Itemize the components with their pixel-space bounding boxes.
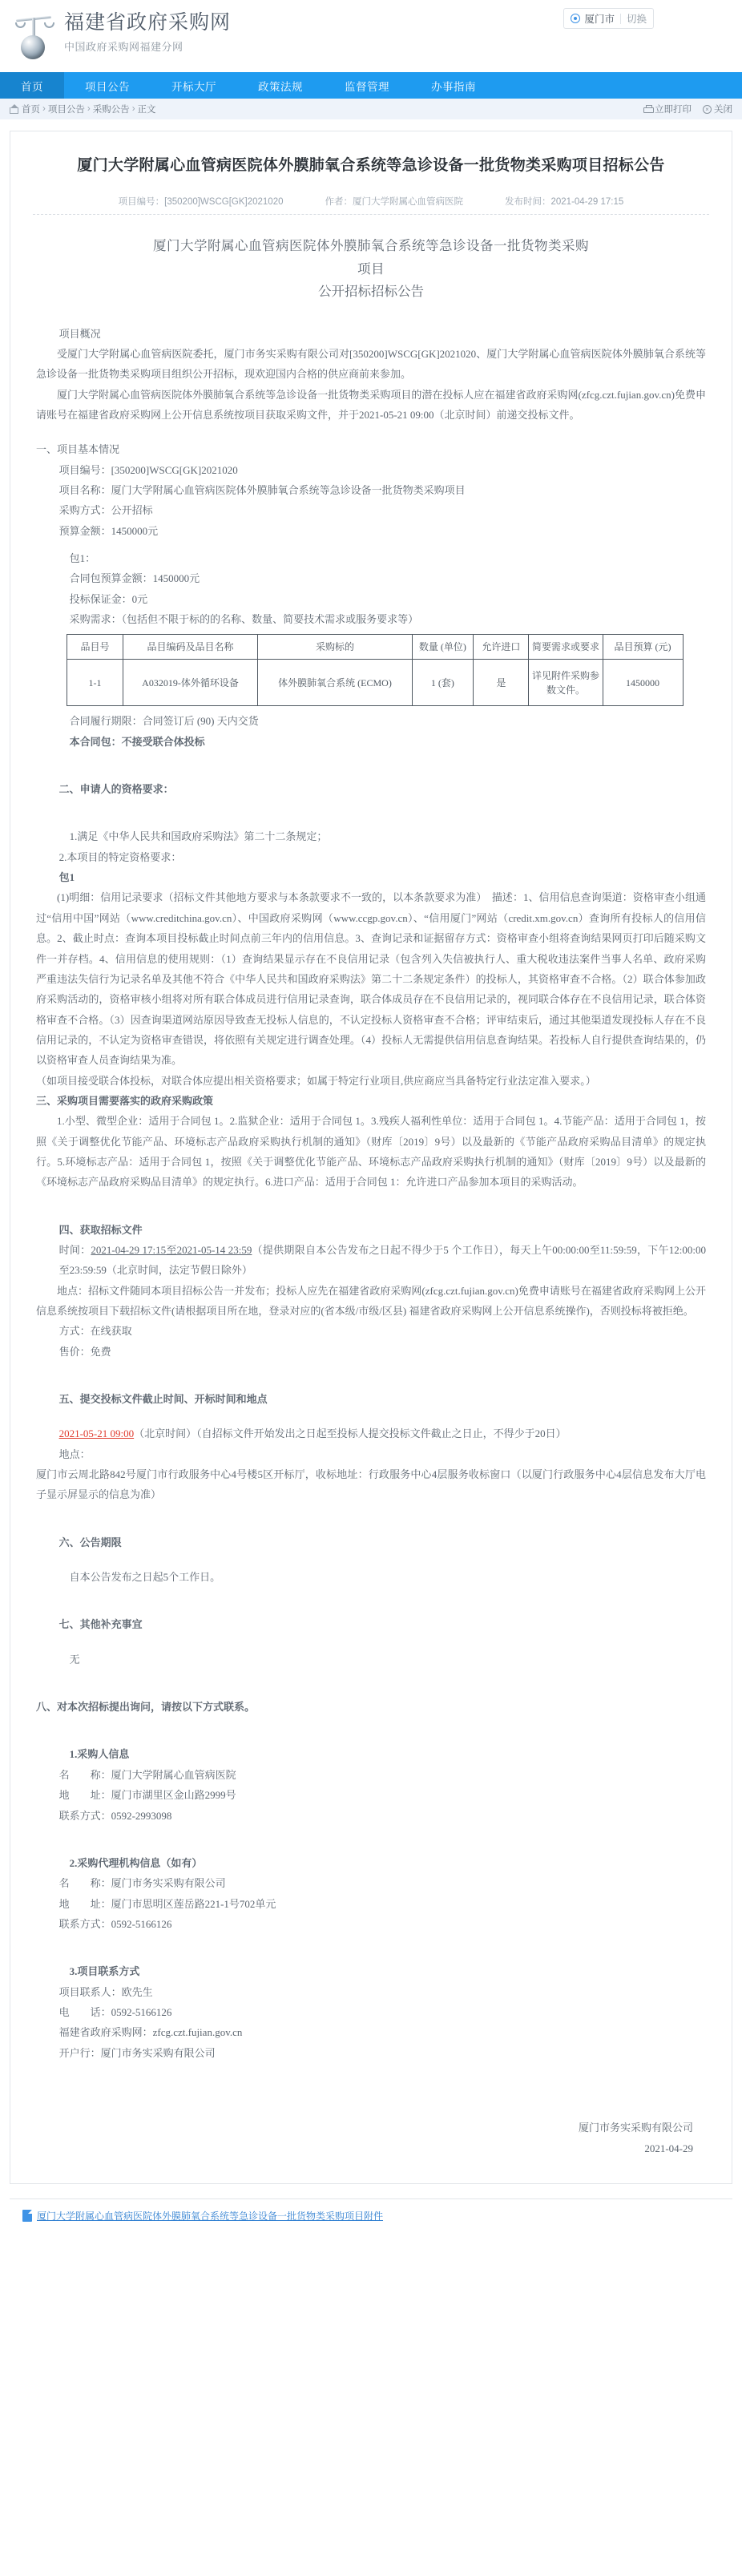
overview-paragraph-1: 受厦门大学附属心血管病医院委托，厦门市务实采购有限公司对[350200]WSCG[GK]2021020、厦门大学附属心血管病医院体外膜肺氧合系统等急诊设备一批货物类采购项目组织公开招标，现欢迎国内合格的供应商前来参加。 (36, 347, 706, 381)
print-button[interactable] (643, 103, 692, 115)
site-header (0, 0, 742, 72)
section-1-project-number: 项目编号：[350200]WSCG[GK]2021020 (58, 463, 238, 476)
nav-item-supervision[interactable]: 监督管理 (345, 80, 389, 93)
nav-item-guide[interactable]: 办事指南 (431, 80, 476, 93)
cell-requirements: 详见附件采购参数文件。 (529, 660, 603, 706)
section-5-time (36, 1423, 706, 1443)
breadcrumb-item-article[interactable]: 正文 (137, 105, 156, 115)
breadcrumb (22, 103, 156, 115)
meta-author (325, 195, 464, 208)
section-1-project-name: 项目名称：厦门大学附属心血管病医院体外膜肺氧合系统等急诊设备一批货物类采购项目 (58, 484, 466, 497)
section-6-body: 自本公告发布之日起5个工作日。 (69, 1571, 221, 1584)
purchaser-contact: 联系方式：0592-2993098 (58, 1809, 172, 1822)
section-1-method: 采购方式：公开招标 (58, 504, 153, 517)
section-3-body: 1.小型、微型企业：适用于合同包 1。2.监狱企业：适用于合同包 1。3.残疾人福利性单位：适用于合同包 1。4.节能产品：适用于合同包 1，按照《关于调整优化节能产品、环境标志产品政府采购执行机制的通知》（财库〔2019〕9号）以及最新的《节能产品政府采购品目清单》的规定执行。5.环境标志产品：适用于合同包 1，按照《关于调整优化节能产品、环境标志产品政府采购执行机制的通知》（财库〔2019〕9号）以及最新的《环境标志产品政府采购品目清单》的规定执行。6.进口产品：适用于合同包 1：允许进口产品参加本项目的采购活动。 (36, 1115, 706, 1189)
project-contact-heading: 3.项目联系方式 (69, 1965, 140, 1978)
attachment-link[interactable]: 厦门大学附属心血管病医院体外膜肺氧合系统等急诊设备一批货物类采购项目附件 (37, 2210, 384, 2222)
section-7-heading: 七、其他补充事宜 (58, 1618, 143, 1631)
meta-publish-label: 发布时间： (505, 197, 551, 208)
city-name: 厦门市 (584, 14, 615, 25)
section-2-note: （如项目接受联合体投标，对联合体应提出相关资格要求；如属于特定行业项目,供应商应当具备特定行业法定准入要求。） (36, 1074, 596, 1087)
table-row (67, 660, 683, 706)
site-logo[interactable] (14, 8, 231, 61)
breadcrumb-actions (643, 99, 732, 119)
section-6-heading: 六、公告期限 (58, 1536, 122, 1548)
section-2-item-1: 1.满足《中华人民共和国政府采购法》第二十二条规定； (69, 830, 328, 843)
cell-quantity: 1 (套) (412, 660, 474, 706)
section-1-deposit: 投标保证金：0元 (69, 592, 148, 605)
agency-info-heading: 2.采购代理机构信息（如有） (69, 1856, 203, 1869)
signature-date: 2021-04-29 (644, 2142, 693, 2154)
purchaser-address: 地 址：厦门市湖里区金山路2999号 (58, 1789, 236, 1802)
th-item-code: 品目编码及品目名称 (123, 635, 258, 660)
section-4-time-range: 2021-04-29 17:15至2021-05-14 23:59 (91, 1243, 252, 1256)
meta-project-number-label: 项目编号： (118, 197, 165, 208)
section-1-demand: 采购需求：（包括但不限于标的的名称、数量、简要技术需求或服务要求等） (69, 613, 419, 626)
th-requirements: 简要需求或要求 (529, 635, 603, 660)
page-title: 厦门大学附属心血管病医院体外膜肺氧合系统等急诊设备一批货物类采购项目招标公告 (77, 157, 665, 174)
section-7-body: 无 (69, 1653, 80, 1666)
meta-publish-time (505, 195, 623, 208)
purchaser-info-heading: 1.采购人信息 (69, 1748, 130, 1761)
agency-address: 地 址：厦门市思明区莲岳路221-1号702单元 (58, 1897, 276, 1910)
nav-item-policies[interactable]: 政策法规 (258, 80, 303, 93)
section-3-heading: 三、采购项目需要落实的政府采购政策 (36, 1094, 214, 1107)
section-5-heading: 五、提交投标文件截止时间、开标时间和地点 (58, 1393, 268, 1406)
section-4-method: 方式：在线获取 (58, 1325, 132, 1338)
close-circle-icon: × (703, 105, 712, 114)
nav-item-home[interactable]: 首页 (0, 72, 64, 99)
procurement-items-table (67, 634, 683, 706)
section-5-time-value: 2021-05-21 09:00 (58, 1427, 135, 1440)
th-import: 允许进口 (474, 635, 529, 660)
th-quantity: 数量 (单位) (412, 635, 474, 660)
document-icon (22, 2210, 32, 2222)
document-title-line1: 厦门大学附属心血管病医院体外膜肺氧合系统等急诊设备一批货物类采购 (153, 238, 589, 254)
section-2-heading: 二、申请人的资格要求： (58, 783, 174, 796)
section-4-price: 售价：免费 (58, 1345, 111, 1358)
th-budget: 品目预算 (元) (603, 635, 683, 660)
cell-item-no: 1-1 (67, 660, 123, 706)
project-contact-phone: 电 话：0592-5166126 (58, 2005, 172, 2018)
overview-paragraph-2: 厦门大学附属心血管病医院体外膜肺氧合系统等急诊设备一批货物类采购项目的潜在投标人应在福建省政府采购网(zfcg.czt.fujian.gov.cn)免费申请账号在福建省政府采购网上公开信息系统按项目获取采购文件，并于2021-05-21 09:00（北京时间）前递交投标文件。 (36, 388, 706, 421)
signature-organization: 厦门市务实采购有限公司 (578, 2121, 693, 2134)
cell-item-code: A032019-体外循环设备 (123, 660, 258, 706)
close-label: 关闭 (714, 105, 732, 115)
site-title: 福建省政府采购网 (64, 11, 232, 34)
breadcrumb-separator: › (87, 104, 91, 114)
section-5-time-rest: （北京时间）（自招标文件开始发出之日起至投标人提交投标文件截止之日止，不得少于20日） (134, 1427, 567, 1440)
print-label: 立即打印 (655, 105, 692, 115)
scales-emblem-icon (14, 8, 56, 61)
section-1-package-budget: 合同包预算金额：1450000元 (69, 572, 200, 585)
meta-publish-value: 2021-04-29 17:15 (550, 197, 624, 208)
agency-contact: 联系方式：0592-5166126 (58, 1917, 172, 1930)
project-contact-website: 福建省政府采购网：zfcg.czt.fujian.gov.cn (58, 2026, 243, 2039)
meta-author-label: 作者： (325, 197, 353, 208)
section-2-detail: (1)明细：信用记录要求（招标文件其他地方要求与本条款要求不一致的，以本条款要求为准） 描述：1、信用信息查询渠道：资格审查小组通过“信用中国”网站（www.creditchina.gov.cn）、中国政府采购网（www.ccgp.gov.cn）、“信用厦门”网站（credit.xm.gov.cn）查询所有投标人的信用信息。2、截止时点：查询本项目投标截止时间点前三年内的信用信息。3、查询记录和证据留存方式：资格审查小组将查询结果网页打印后随采购文件一并存档。4、信用信息的使用规则：（1）查询结果显示存在不良信用记录（包含列入失信被执行人、重大税收违法案件当事人名单、政府采购严重违法失信行为记录名单及其他不符合《中华人民共和国政府采购法》第二十二条规定条件）的投标人，其资格审查不合格。（2）联合体参加政府采购活动的，资格审核小组将对所有联合体成员进行信用记录查询，联合体成员存在不良信用记录的，视同联合体存在不良信用记录，联合体资格审查不合格。（3）因查询渠道网站原因导致查无投标人信息的，不认定投标人资格审查不合格；评审结束后，通过其他渠道发现投标人存在不良信用记录的，不认定为资格审查错误，将依照有关规定进行调查处理。（4）投标人无需提供信用信息查询结果。若投标人自行提供查询结果的，仍以资格审查人员查询结果为准。 (36, 891, 706, 1067)
printer-icon (643, 105, 652, 114)
close-button[interactable] (703, 103, 732, 115)
section-4-place: 地点：招标文件随同本项目招标公告一并发布；投标人应先在福建省政府采购网(zfcg.czt.fujian.gov.cn)免费申请账号在福建省政府采购网上公开信息系统按项目下载招标文件(请根据项目所在地，登录对应的(省本级/市级/区县) 福建省政府采购网上公开信息系统操作)，否则投标将被拒绝。 (36, 1284, 706, 1318)
cell-subject: 体外膜肺氧合系统 (ECMO) (258, 660, 412, 706)
section-5-place-label: 地点： (58, 1447, 91, 1460)
purchaser-name: 名 称：厦门大学附属心血管病医院 (58, 1768, 236, 1781)
breadcrumb-bar (0, 99, 742, 119)
main-navigation (0, 72, 742, 99)
section-4-time (36, 1240, 706, 1281)
divider (620, 14, 621, 24)
home-icon (10, 105, 18, 113)
article-container (10, 131, 732, 2184)
section-1-package-label: 包1： (69, 552, 96, 565)
section-8-heading: 八、对本次招标提出询问，请按以下方式联系。 (36, 1701, 256, 1714)
article-metadata (33, 195, 709, 215)
breadcrumb-separator: › (131, 104, 135, 114)
project-contact-bank: 开户行：厦门市务实采购有限公司 (58, 2046, 216, 2059)
breadcrumb-item-home[interactable]: 首页 (22, 105, 40, 115)
city-selector[interactable] (563, 8, 654, 29)
meta-project-number (119, 195, 284, 208)
th-item-no: 品目号 (67, 635, 123, 660)
section-1-budget: 预算金额：1450000元 (58, 524, 159, 537)
project-contact-person: 项目联系人：欧先生 (58, 1985, 153, 1998)
table-header-row (67, 635, 683, 660)
document-subtitle: 公开招标招标公告 (318, 284, 424, 300)
document-title-line2: 项目 (357, 260, 385, 277)
site-subtitle: 中国政府采购网福建分网 (64, 40, 183, 53)
cell-budget: 1450000 (603, 660, 683, 706)
section-1-duration: 合同履行期限：合同签订后 (90) 天内交货 (69, 715, 259, 728)
section-5-place: 厦门市云周北路842号厦门市行政服务中心4号楼5区开标厅，收标地址：行政服务中心4层服务收标窗口（以厦门行政服务中心4层信息发布大厅电子显示屏显示的信息为准） (36, 1468, 706, 1501)
nav-item-bid-opening-hall[interactable]: 开标大厅 (171, 80, 216, 93)
meta-project-number-value: [350200]WSCG[GK]2021020 (164, 197, 284, 208)
section-4-time-rest: （提供期限自本公告发布之日起不得少于5 个工作日），每天上午00:00:00至11:59:59，下午12:00:00至23:59:59（北京时间，法定节假日除外） (58, 1243, 706, 1277)
location-pin-icon (571, 14, 580, 23)
section-4-heading: 四、获取招标文件 (58, 1223, 143, 1236)
th-subject: 采购标的 (258, 635, 412, 660)
meta-author-value: 厦门大学附属心血管病医院 (353, 197, 463, 208)
section-4-time-label: 时间： (58, 1243, 91, 1256)
section-2-item-2: 2.本项目的特定资格要求： (58, 850, 182, 863)
cell-import: 是 (474, 660, 529, 706)
breadcrumb-item-project-announcements[interactable]: 项目公告 (47, 105, 85, 115)
nav-item-project-announcements[interactable]: 项目公告 (85, 80, 130, 93)
section-1-heading: 一、项目基本情况 (36, 443, 120, 456)
signature-block (36, 2118, 706, 2159)
section-2-package: 包1 (58, 871, 75, 884)
city-switch-link[interactable]: 切换 (626, 14, 647, 25)
breadcrumb-separator: › (42, 104, 46, 114)
attachment-bar (10, 2198, 732, 2239)
agency-name: 名 称：厦门市务实采购有限公司 (58, 1877, 226, 1890)
breadcrumb-item-procurement-announcements[interactable]: 采购公告 (92, 105, 130, 115)
overview-heading: 项目概况 (58, 327, 101, 340)
document-body (33, 215, 709, 2175)
section-1-consortium: 本合同包：不接受联合体投标 (69, 735, 205, 748)
